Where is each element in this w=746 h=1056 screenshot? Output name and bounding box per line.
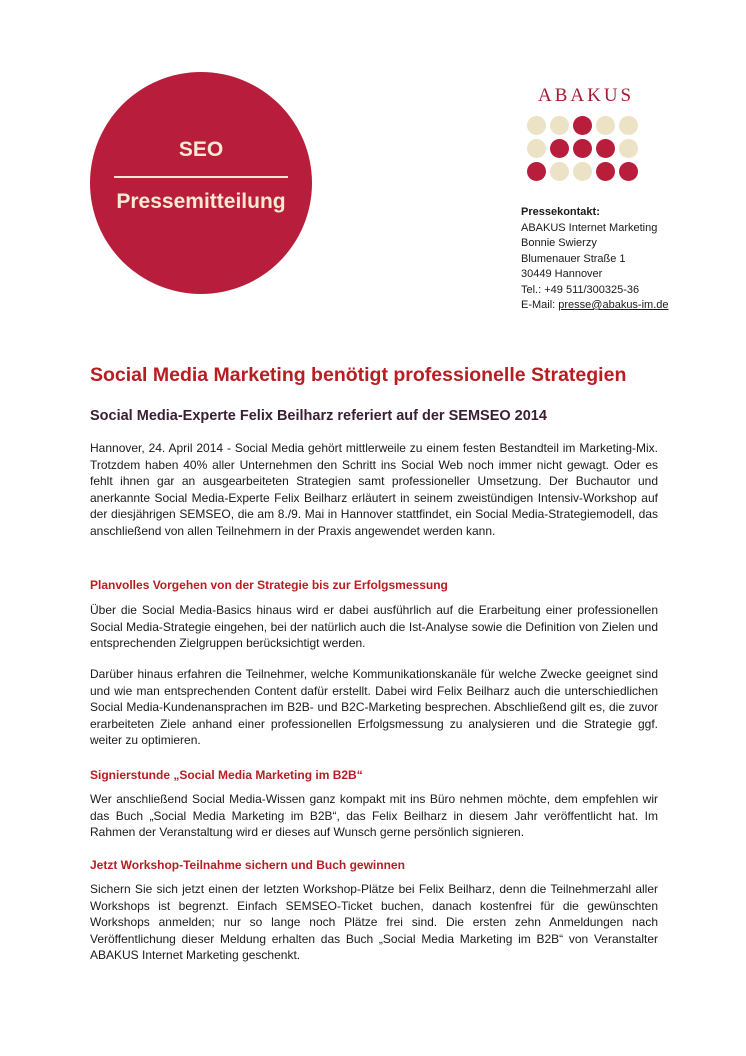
- logo-dot: [596, 116, 615, 135]
- contact-email-link[interactable]: presse@abakus-im.de: [558, 299, 669, 311]
- contact-name: Bonnie Swierzy: [521, 237, 597, 249]
- abakus-logo-text: ABAKUS: [538, 85, 635, 106]
- logo-dot: [619, 162, 638, 181]
- contact-phone: Tel.: +49 511/300325-36: [521, 283, 640, 296]
- contact-city: 30449 Hannover: [521, 268, 603, 280]
- logo-dot: [527, 162, 546, 181]
- section2-heading: Signierstunde „Social Media Marketing im B2B“: [90, 768, 363, 782]
- badge-divider: [114, 176, 288, 178]
- press-contact-label: Pressekontakt:: [521, 206, 600, 218]
- logo-dot: [550, 139, 569, 158]
- seo-badge-circle: [90, 72, 312, 294]
- logo-dot: [573, 116, 592, 135]
- logo-dot: [527, 139, 546, 158]
- intro-paragraph: Hannover, 24. April 2014 - Social Media gehört mittlerweile zu einem festen Bestandteil im Marketing-Mix. Trotzdem haben 40% aller Unternehmen den Schritt ins Social Web noch immer nicht gewagt. Oder es fehlt ihnen gar an ausgearbeiteten Strategien samt professioneller Umsetzung. Der Buchautor und anerkannte Social Media-Experte Felix Beilharz erläutert in seinem zweistündigen Intensiv-Workshop auf der diesjährigen SEMSEO, die am 8./9. Mai in Hannover stattfindet, ein Social Media-Strategiemodell, das anschließend von allen Teilnehmern in der Praxis angewendet werden kann.: [90, 441, 658, 538]
- section1-paragraph1: Über die Social Media-Basics hinaus wird er dabei ausführlich auf die Erarbeitung einer professionellen Social Media-Strategie eingehen, bei der natürlich auch die Ist-Analyse sowie die Definition von Zielen und entsprechenden Zielgruppen berücksichtigt werden.: [90, 603, 658, 650]
- logo-dot: [527, 116, 546, 135]
- logo-dot: [550, 162, 569, 181]
- section2-paragraph: Wer anschließend Social Media-Wissen ganz kompakt mit ins Büro nehmen möchte, dem empfehlen wir das Buch „Social Media Marketing im B2B“, das Felix Beilharz in diesem Jahr veröffentlicht hat. Im Rahmen der Veranstaltung wird er dieses auf Wunsch gerne persönlich signieren.: [90, 792, 658, 839]
- logo-dot-row: [527, 116, 649, 135]
- logo-dot: [596, 139, 615, 158]
- logo-dot: [619, 139, 638, 158]
- section1-paragraph2: Darüber hinaus erfahren die Teilnehmer, welche Kommunikationskanäle für welche Zwecke geeignet sind und wie man entsprechenden Content dafür erstellt. Dabei wird Felix Beilharz auch die unterschiedlichen Social Media-Kundenansprachen im B2B- und B2C-Marketing besprechen. Abschließend gilt es, die zuvor erarbeiteten Ziele anhand einer professionellen Erfolgsmessung zu analysieren und die Strategie ggf. weiter zu optimieren.: [90, 667, 658, 747]
- section1-heading: Planvolles Vorgehen von der Strategie bis zur Erfolgsmessung: [90, 578, 448, 592]
- badge-seo-text: SEO: [178, 138, 224, 161]
- contact-email-line: [521, 298, 669, 314]
- contact-company: ABAKUS Internet Marketing: [521, 221, 658, 234]
- article-subtitle: Social Media-Experte Felix Beilharz referiert auf der SEMSEO 2014: [90, 408, 547, 424]
- section3-paragraph: Sichern Sie sich jetzt einen der letzten Workshop-Plätze bei Felix Beilharz, denn die Teilnehmerzahl aller Workshops ist begrenzt. Einfach SEMSEO-Ticket buchen, danach kostenfrei für die gewünschten Workshops anmelden; nur so lange noch Plätze frei sind. Die ersten zehn Anmeldungen nach Veröffentlichung dieser Meldung erhalten das Buch „Social Media Marketing im B2B“ von Veranstalter ABAKUS Internet Marketing geschenkt.: [90, 882, 658, 962]
- section3-heading: Jetzt Workshop-Teilnahme sichern und Buch gewinnen: [90, 858, 405, 872]
- logo-dot: [573, 139, 592, 158]
- logo-dot: [573, 162, 592, 181]
- contact-email-label: E-Mail:: [521, 299, 559, 311]
- abakus-logo-dots: [527, 116, 649, 185]
- logo-dot: [596, 162, 615, 181]
- article-title: Social Media Marketing benötigt professionelle Strategien: [90, 364, 627, 386]
- press-contact: [521, 205, 669, 314]
- badge-pressemitteilung-text: Pressemitteilung: [116, 190, 286, 213]
- logo-dot-row: [527, 162, 649, 181]
- logo-dot-row: [527, 139, 649, 158]
- logo-dot: [550, 116, 569, 135]
- logo-dot: [619, 116, 638, 135]
- contact-street: Blumenauer Straße 1: [521, 252, 626, 265]
